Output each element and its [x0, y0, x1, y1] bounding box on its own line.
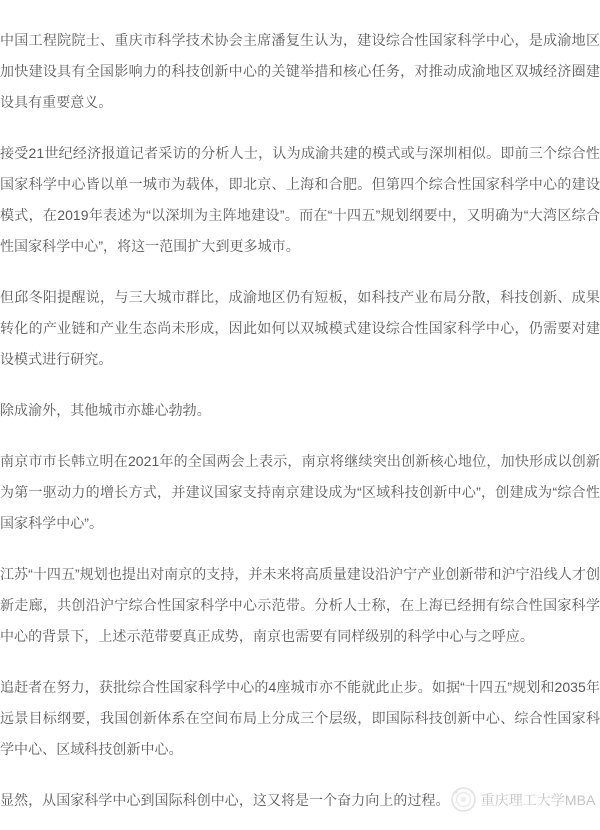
article-paragraph-2: 接受21世纪经济报道记者采访的分析人士，认为成渝共建的模式或与深圳相似。即前三个综合性国家科学中心皆以单一城市为载体，即北京、上海和合肥。但第四个综合性国家科学中心的建设模式，在2019年表述为“以深圳为主阵地建设”。而在“十四五”规划纲要中，又明确为“大湾区综合性国家科学中心”，将这一范围扩大到更多城市。: [0, 145, 600, 254]
article-paragraph-4: 除成渝外，其他城市亦雄心勃勃。: [0, 402, 211, 418]
article-paragraph-5: 南京市市长韩立明在2021年的全国两会上表示，南京将继续突出创新核心地位，加快形成以创新为第一驱动力的增长方式，并建议国家支持南京建设成为“区域科技创新中心”，创建成为“综合性国家科学中心”。: [0, 453, 600, 531]
article-paragraph-1: 中国工程院院士、重庆市科学技术协会主席潘复生认为，建设综合性国家科学中心，是成渝地区加快建设具有全国影响力的科技创新中心的关键举措和核心任务，对推动成渝地区双城经济圈建设具有重要意义。: [0, 32, 600, 110]
closing-sentence: 显然，从国家科学中心到国际科创中心，这又将是一个奋力向上的过程。: [0, 792, 450, 808]
university-emblem-icon: [451, 787, 476, 812]
watermark: [450, 792, 596, 808]
watermark-label: 重庆理工大学MBA: [480, 792, 596, 808]
article-paragraph-3: 但邱冬阳提醒说，与三大城市群比，成渝地区仍有短板，如科技产业布局分散，科技创新、成果转化的产业链和产业生态尚未形成，因此如何以双城模式建设综合性国家科学中心，仍需要对建设模式进行研究。: [0, 289, 600, 367]
article-paragraph-7: 追赶者在努力，获批综合性国家科学中心的4座城市亦不能就此止步。如据“十四五”规划和2035年远景目标纲要，我国创新体系在空间布局上分成三个层级，即国际科技创新中心、综合性国家科学中心、区域科技创新中心。: [0, 679, 600, 757]
article-paragraph-6: 江苏“十四五”规划也提出对南京的支持，并未来将高质量建设沿沪宁产业创新带和沪宁沿线人才创新走廊，共创沿沪宁综合性国家科学中心示范带。分析人士称，在上海已经拥有综合性国家科学中心的背景下，上述示范带要真正成势，南京也需要有同样级别的科学中心与之呼应。: [0, 566, 600, 644]
article-paragraph-8: [0, 785, 600, 816]
